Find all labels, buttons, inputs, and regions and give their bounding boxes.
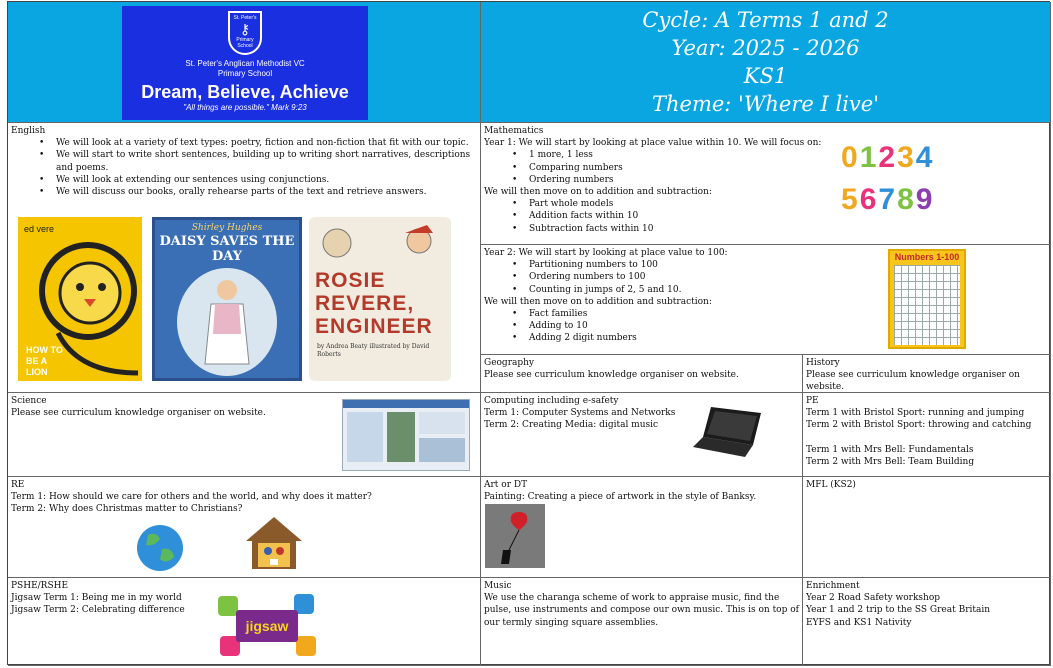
geography-cell xyxy=(481,355,803,393)
geography-title: Geography xyxy=(484,358,535,368)
digit: 7 xyxy=(878,183,898,216)
music-cell xyxy=(481,578,803,666)
english-title: English xyxy=(11,126,46,136)
book-cover-lion xyxy=(18,217,142,381)
pshe-cell xyxy=(8,578,481,666)
header-left xyxy=(8,2,481,123)
maths-y2-intro: Year 2: We will start by looking at place value to 100: xyxy=(484,248,728,258)
list-item: • We will look at a variety of text types: poetry, fiction and non-fiction that fit with our topic. xyxy=(11,137,477,149)
science-cell xyxy=(8,393,481,477)
banksy-balloon-image xyxy=(485,504,545,568)
list-item: • We will start to write short sentences, building up to writing short narratives, descriptions and poems. xyxy=(11,149,477,173)
enrichment-cell xyxy=(803,578,1051,666)
computing-cell xyxy=(481,393,803,477)
school-crest xyxy=(228,11,262,55)
mfl-cell xyxy=(803,477,1051,578)
art-title: Art or DT xyxy=(484,480,528,490)
history-text: Please see curriculum knowledge organiser on website. xyxy=(806,370,1020,393)
list-item: • Ordering numbers xyxy=(484,174,1047,186)
school-name-line2: Primary School xyxy=(217,69,273,78)
book-author: ed vere xyxy=(24,224,55,234)
re-cell xyxy=(8,477,481,578)
computing-title: Computing including e-safety xyxy=(484,396,619,406)
digit: 9 xyxy=(915,183,935,216)
globe-icon xyxy=(134,523,186,573)
stage-title: KS1 xyxy=(743,64,788,88)
pshe-term2: Jigsaw Term 2: Celebrating difference xyxy=(11,605,185,616)
header-right xyxy=(481,2,1051,123)
maths-title: Mathematics xyxy=(484,126,544,136)
list-item: • Counting in jumps of 2, 5 and 10. xyxy=(484,284,1047,296)
book-author: by Andrea Beaty illustrated by David Roberts xyxy=(317,343,430,358)
pe-line2: Term 2 with Bristol Sport: throwing and catching xyxy=(806,420,1032,431)
maths-y1-then: We will then move on to addition and subtraction: xyxy=(484,187,712,198)
daisy-illustration xyxy=(175,264,279,376)
curriculum-table xyxy=(7,1,1050,665)
jigsaw-logo-text: jigsaw xyxy=(236,610,298,642)
history-cell xyxy=(803,355,1051,393)
list-item: • Ordering numbers to 100 xyxy=(484,271,1047,283)
list-item: • We will discuss our books, orally rehearse parts of the text and retrieve answers. xyxy=(11,186,477,198)
hundred-grid xyxy=(894,265,960,345)
rosie-illustration xyxy=(309,217,451,269)
re-title: RE xyxy=(11,480,25,490)
digit: 1 xyxy=(859,141,879,174)
history-title: History xyxy=(806,358,840,368)
art-cell xyxy=(481,477,803,578)
book-author: Shirley Hughes xyxy=(191,223,263,233)
computing-term2: Term 2: Creating Media: digital music xyxy=(484,420,659,431)
enrichment-line1: Year 2 Road Safety workshop xyxy=(806,593,941,604)
computing-term1: Term 1: Computer Systems and Networks xyxy=(484,408,676,419)
cycle-title: Cycle: A Terms 1 and 2 xyxy=(642,8,889,32)
music-text: We use the charanga scheme of work to appraise music, find the pulse, use instruments and compose our own music. This is on top of our termly singing square assemblies. xyxy=(484,593,799,628)
list-item: • Fact families xyxy=(484,308,1047,320)
science-organiser-thumbnail xyxy=(342,399,470,471)
digit: 5 xyxy=(841,183,860,216)
list-item: • Subtraction facts within 10 xyxy=(484,223,1047,235)
re-term1: Term 1: How should we care for others and the world, and why does it matter? xyxy=(11,492,372,503)
pshe-term1: Jigsaw Term 1: Being me in my world xyxy=(11,593,182,604)
keys-icon: ⚷ xyxy=(239,21,251,37)
re-term2: Term 2: Why does Christmas matter to Christians? xyxy=(11,504,243,515)
laptop-icon xyxy=(693,403,765,459)
maths-y1-cell xyxy=(481,123,1051,245)
science-title: Science xyxy=(11,396,47,406)
nativity-icon xyxy=(244,513,304,571)
mfl-title: MFL (KS2) xyxy=(806,480,856,490)
school-logo xyxy=(122,6,368,120)
year-title: Year: 2025 - 2026 xyxy=(671,36,860,60)
list-item: • Addition facts within 10 xyxy=(484,210,1047,222)
pe-title: PE xyxy=(806,396,819,406)
digit: 0 xyxy=(841,141,860,174)
school-quote: "All things are possible." Mark 9:23 xyxy=(183,103,307,112)
maths-y2-then: We will then move on to addition and subtraction: xyxy=(484,296,712,307)
school-motto: Dream, Believe, Achieve xyxy=(141,82,349,102)
book-title: ROSIE REVERE, ENGINEER xyxy=(315,269,433,338)
list-item: • We will look at extending our sentences using conjunctions. xyxy=(11,174,477,186)
book-cover-rosie xyxy=(309,217,451,381)
digit: 2 xyxy=(878,141,898,174)
music-title: Music xyxy=(484,581,512,591)
pe-line4: Term 2 with Mrs Bell: Team Building xyxy=(806,456,975,467)
crest-line2: Primary School xyxy=(236,37,254,49)
book-title: HOW TO BE A LION xyxy=(26,345,63,377)
enrichment-title: Enrichment xyxy=(806,581,860,591)
jigsaw-logo xyxy=(214,590,320,662)
hundred-square-image xyxy=(888,249,966,349)
pshe-title: PSHE/RSHE xyxy=(11,581,69,591)
art-text: Painting: Creating a piece of artwork in the style of Banksy. xyxy=(484,492,757,503)
list-item: • Adding to 10 xyxy=(484,320,1047,332)
enrichment-line3: EYFS and KS1 Nativity xyxy=(806,617,912,628)
science-text: Please see curriculum knowledge organiser on website. xyxy=(11,408,266,419)
enrichment-line2: Year 1 and 2 trip to the SS Great Britain xyxy=(806,605,991,616)
colourful-numbers-image xyxy=(841,137,991,229)
digit: 3 xyxy=(897,141,916,174)
list-item: • Adding 2 digit numbers xyxy=(484,332,1047,344)
digit: 8 xyxy=(897,183,916,216)
book-cover-daisy xyxy=(152,217,302,381)
list-item: • Comparing numbers xyxy=(484,162,1047,174)
balloon-girl-icon xyxy=(485,504,545,568)
digit: 6 xyxy=(859,183,879,216)
pe-cell xyxy=(803,393,1051,477)
maths-y2-cell xyxy=(481,245,1051,355)
crest-line1: St. Peter's xyxy=(233,15,257,21)
maths-y1-intro: Year 1: We will start by looking at place value within 10. We will focus on: xyxy=(484,138,822,149)
pe-line3: Term 1 with Mrs Bell: Fundamentals xyxy=(806,444,974,455)
book-title: DAISY SAVES THE DAY xyxy=(159,234,295,264)
list-item: • 1 more, 1 less xyxy=(484,149,1047,161)
english-list xyxy=(11,137,477,198)
list-item: • Part whole models xyxy=(484,198,1047,210)
hundred-square-title: Numbers 1-100 xyxy=(894,252,960,262)
english-cell xyxy=(8,123,481,393)
geography-text: Please see curriculum knowledge organiser on website. xyxy=(484,370,739,381)
list-item: • Partitioning numbers to 100 xyxy=(484,259,1047,271)
pe-line1: Term 1 with Bristol Sport: running and jumping xyxy=(806,408,1025,419)
digit: 4 xyxy=(915,141,935,174)
school-name-line1: St. Peter's Anglican Methodist VC xyxy=(185,59,305,68)
theme-title: Theme: 'Where I live' xyxy=(652,92,879,116)
